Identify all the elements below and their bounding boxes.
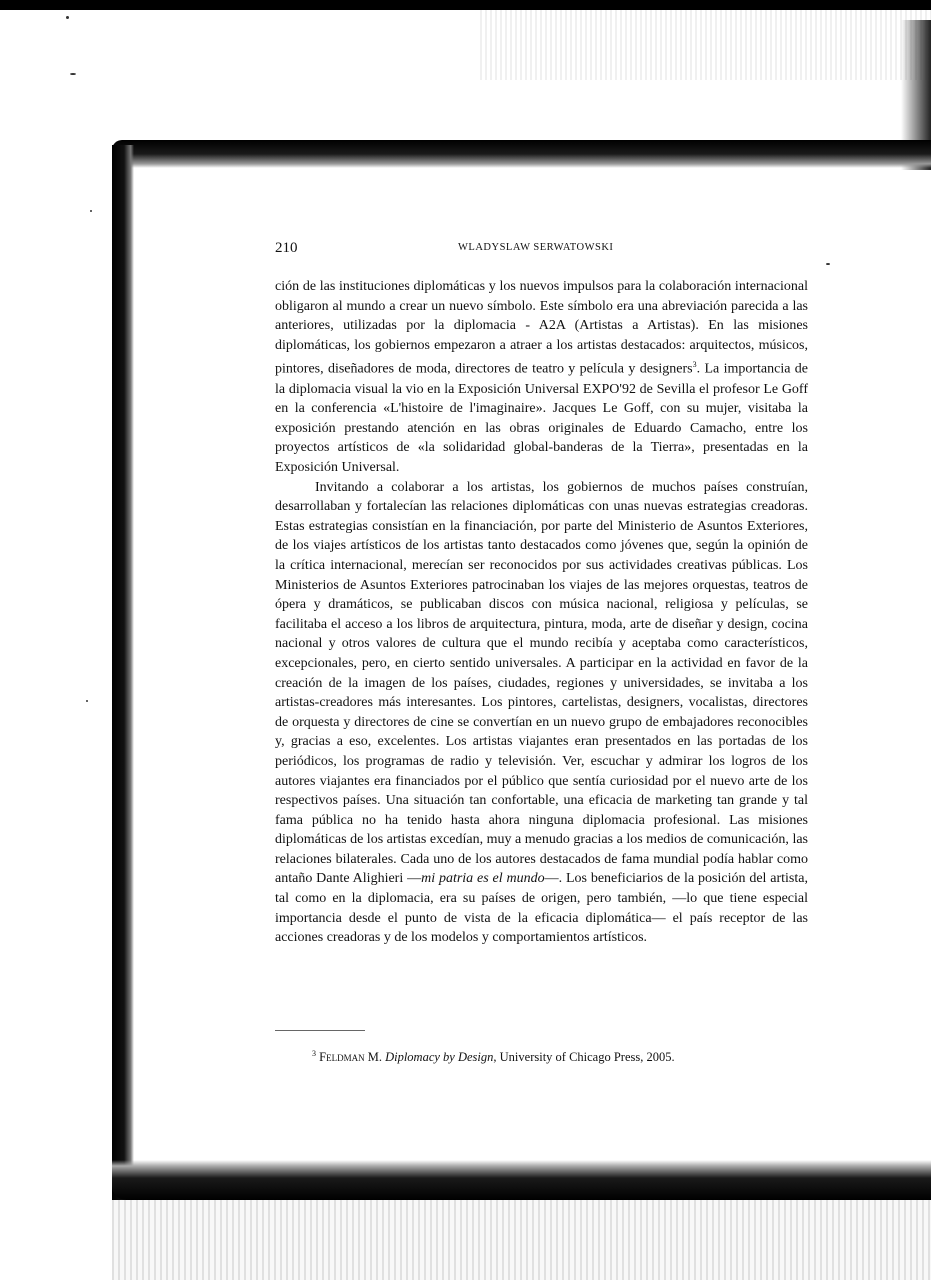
paragraph-1 <box>275 277 808 478</box>
paragraph-2-text-a: Invitando a colaborar a los artistas, los gobiernos de muchos países construían, desarrollaban y fortalecían las relaciones diplomáticas con unas nuevas estrategias creadoras. Estas estrategias consistían en la financiación, por parte del Ministerio de Asuntos Exteriores, de los viajes artísticos de los artistas tanto destacados como jóvenes que, según la opinión de la crítica internacional, merecían ser reconocidos por sus actividades creativas públicas. Los Ministerios de Asuntos Exteriores patrocinaban los viajes de las mejores orquestas, teatros de ópera y dramáticos, se publicaban discos con música nacional, religiosa y películas, se facilitaba el acceso a los libros de arquitectura, pintura, moda, arte de diseñar y design, cocina nacional y otros valores de cultura que el mundo recibía y aceptaba como característicos, excepcionales, pero, en cierto sentido universales. A participar en la actividad en favor de la creación de la imagen de los países, ciudades, regiones y universidades, se invitaba a los artistas-creadores más interesantes. Los pintores, cartelistas, designers, vocalistas, directores de orquesta y directores de cine se convertían en un nuevo grupo de embajadores reconocibles y, gracias a eso, excelentes. Los artistas viajantes eran presentados en las portadas de los periódicos, los programas de radio y televisión. Ver, escuchar y admirar los logros de los autores viajantes era financiados por el público que sentía curiosidad por el nuevo arte de los respectivos países. Una situación tan confortable, una eficacia de marketing tan grande y tal fama pública no ha tenido hasta ahora ninguna diplomacia profesional. Las misiones diplomáticas de los artistas excedían, muy a menudo gracias a los medios de comunicación, las relaciones bilaterales. Cada uno de los autores destacados de fama mundial podía hablar como antaño Dante Alighieri — <box>275 479 808 887</box>
footnote-title: Diplomacy by Design <box>385 1050 494 1065</box>
footnote-initial: M. <box>364 1050 386 1065</box>
scan-speck <box>70 73 76 75</box>
footnote-reference: 3 <box>692 360 697 370</box>
scan-speck <box>86 700 88 702</box>
footnote-publisher: , University of Chicago Press, 2005. <box>493 1050 675 1065</box>
dante-quote: mi patria es el mundo <box>421 871 545 887</box>
scan-top-edge <box>0 0 931 10</box>
scan-noise-top <box>480 10 931 80</box>
scan-page-left-shadow <box>112 145 134 1200</box>
paragraph-1-text-a: ción de las instituciones diplomáticas y los nuevos impulsos para la colaboración internacional obligaron al mundo a crear un nuevo símbolo. Este símbolo era una abreviación parecida a las anteriores, utilizadas por la diplomacia - A2A (Artistas a Artistas). En las misiones diplomáticas, los gobiernos empezaron a atraer a los artistas destacados: arquitectos, músicos, pintores, diseñadores de moda, directores de teatro y película y designers <box>275 279 808 378</box>
body-text <box>275 277 808 948</box>
footnote <box>312 1046 807 1065</box>
scan-speck <box>66 16 69 19</box>
running-title: WLADYSLAW SERWATOWSKI <box>458 242 614 253</box>
page-number: 210 <box>275 240 298 256</box>
footnote-author: Feldman <box>319 1050 365 1065</box>
paragraph-2-text-b: —. Los beneficiarios de la posición del artista, tal como en la diplomacia, era su países de origen, pero también, —lo que tiene especial importancia desde el punto de vista de la eficacia diplomática— el país receptor de las acciones creadoras y de los modelos y comportamientos artísticos. <box>275 871 808 946</box>
scan-page-bottom-shadow <box>112 1160 931 1200</box>
paragraph-1-text-b: . La importancia de la diplomacia visual la vio en la Exposición Universal EXPO'92 de Sevilla el profesor Le Goff en la conferencia «L'histoire de l'imaginaire». Jacques Le Goff, con su mujer, visitaba la exposición prestando atención en las obras originales de Eduardo Camacho, entre los proyectos artísticos de «la solidaridad global-banderas de la Tierra», presentadas en la Exposición Universal. <box>275 362 808 475</box>
scan-speck <box>826 263 830 265</box>
scan-speck <box>90 210 92 212</box>
running-head <box>275 240 808 260</box>
footnote-rule <box>275 1030 365 1031</box>
paragraph-2 <box>275 478 808 948</box>
scan-page-top-shadow <box>112 140 931 168</box>
footnote-number: 3 <box>312 1049 316 1058</box>
scan-noise-bottom <box>112 1200 931 1280</box>
